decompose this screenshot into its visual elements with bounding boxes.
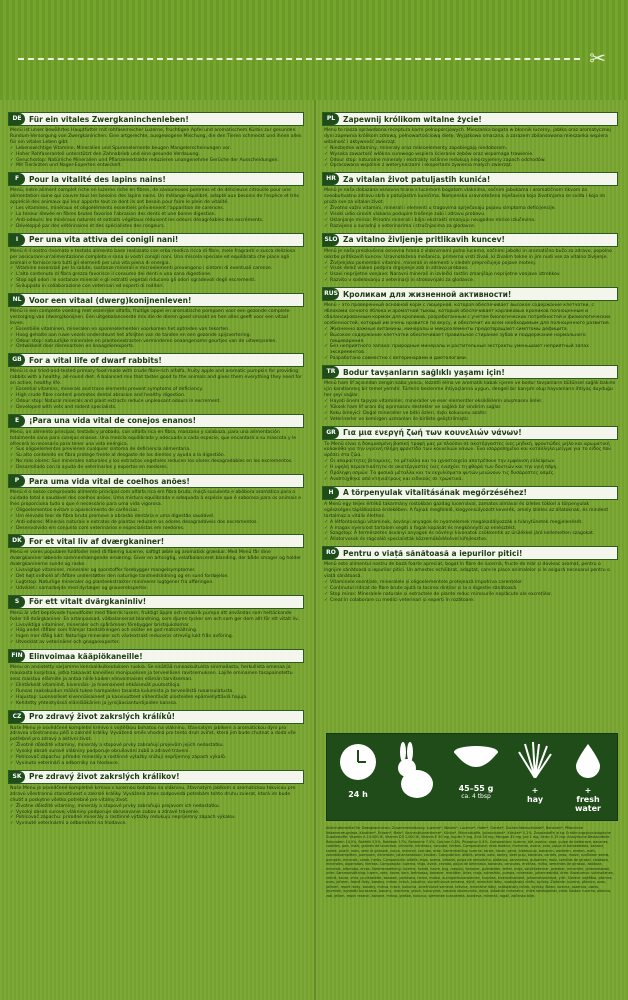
benefit-bullet: ✓ Pohlcovač zápachu: přírodní minerály a rostlinné výtažky snižují nepříjemný zápach výkalů. xyxy=(10,755,302,761)
benefit-bullet: ✓ Sus oligoelementos previenen cualquier síntoma de deficiencia alimentaria. xyxy=(10,447,302,453)
top-seal-band xyxy=(0,0,628,100)
hay-icon xyxy=(515,742,555,778)
language-code-badge: S xyxy=(9,596,25,608)
benefit-bullet: ✓ Жизненно важные витамины, минералы и микроэлементы предотвращают симптомы дефицита. xyxy=(324,327,616,333)
benefit-bullet: ✓ Kehitetty yhteistyössä eläinlääkärien ja jyrsijäasiantuntijoiden kanssa. xyxy=(10,701,302,707)
benefit-bullet: ✓ Desenvolvido em conjunto com veterinários e especialistas em roedores. xyxy=(10,526,302,532)
benefit-bullet: ✓ Conținutul ridicat de fibre brute ajută la tocirea dinților și la o digestie sănătoasă. xyxy=(324,586,616,592)
section-body xyxy=(8,186,304,229)
benefit-bullet: ✓ L'alto contenuto di fibra grezza favorisce il consumo dei denti e una sana digestione. xyxy=(10,272,302,278)
benefit-bullet: ✓ Životno važni vitamini, minerali i elementi u tragovima sprječavaju pojavu simptoma deficijencije. xyxy=(324,206,616,212)
section-title: Bodur tavşanların sağlıklı yaşamı için! xyxy=(343,367,505,377)
benefit-bullet: ✓ Szagstop: A természetes ásványi anyagok és növényi kivonatok csökkentik az ürülékkel járó kellemetlen szagokat. xyxy=(324,531,616,537)
section-body xyxy=(322,247,618,284)
section-body xyxy=(8,724,304,767)
language-code-badge: GB xyxy=(9,354,25,366)
section-header xyxy=(322,426,618,440)
section-title: Per una vita attiva dei conigli nani! xyxy=(29,235,179,245)
benefit-bullet: ✓ Yüksek ham lif oranı diş aşınmasını destekler ve sağlıklı bir sindirim sağlar. xyxy=(324,405,616,411)
benefit-bullet: ✓ Životne dôležité vitamíny, minerály a stopové prvky zabraňujú prejavom ich nedostatku. xyxy=(10,804,302,810)
benefit-bullet: ✓ Pohlcovač zápachu: prírodné minerály a rastlinné výťažky redukujú nepríjemný zápach výkalov. xyxy=(10,815,302,821)
section-header xyxy=(8,474,304,488)
section-body xyxy=(8,609,304,646)
benefit-bullet: ✓ Odour stop: Natural minerals and plant extracts reduce unpleasant odours in excrement. xyxy=(10,399,302,405)
benefit-bullet: ✓ Hoher Rohfaseranteil unterstützt den Zahnabrieb und eine gesunde Verdauung. xyxy=(10,152,302,158)
section-body xyxy=(8,126,304,169)
language-section xyxy=(8,474,304,531)
benefit-bullet: ✓ Hoog gehalte aan ruwe vezels ondersteunt het afslijten van de tanden en een gezonde spijsvertering. xyxy=(10,333,302,339)
section-body xyxy=(322,126,618,169)
section-title: Zapewnij królikom witalne życie! xyxy=(343,114,482,124)
language-section xyxy=(8,710,304,767)
section-header xyxy=(322,486,618,500)
benefit-bullet: ✓ Elintärkeät vitamiinit, kivennäis- ja hivenaineet ehkäisevät puutostiloja. xyxy=(10,683,302,689)
language-section xyxy=(8,534,304,591)
benefit-bullet: ✓ Oligoelementos evitam o aparecimento de carências. xyxy=(10,508,302,514)
rabbit-icon xyxy=(393,742,437,802)
benefit-bullet: ✓ Razvito v sodelovanju z veterinarji in strokovnjaki za glodavce. xyxy=(324,278,616,284)
right-text-column xyxy=(322,112,618,727)
feeding-amount-sub: ca. 4 tbsp xyxy=(461,793,491,800)
hay-label: hay xyxy=(526,795,544,804)
section-body xyxy=(322,440,618,483)
section-header xyxy=(8,353,304,367)
benefit-bullet: ✓ Stop miros: Mineralele naturale și extractele de plante reduc mirosurile neplăcute ale excrețiilor. xyxy=(324,592,616,598)
benefit-bullet: ✓ Stop agli odori: le sostanze minerali e gli estratti vegetali riducono gli odori sgradevoli degli escrementi. xyxy=(10,278,302,284)
language-section xyxy=(322,486,618,543)
section-header xyxy=(322,172,618,186)
section-header xyxy=(322,233,618,247)
section-text: Menu on ansiotetty sarjamme kenraalikulkeutuksen ruokia. Se sisältää runsaskuituista sinimailasta, herkullista omenaa ja maukasta kurpitsaa, jotka takaavat kaneillesi monipuolisen ja terveellisen ravitsemuksen. Lajille ominainen tasapainotettu seos maistuu eläimille ja antaa niille kaiken elinvoimaisen elämän tarvitseman. xyxy=(10,665,293,682)
benefit-bullet: ✓ Ingen mer dålig lukt: Naturliga mineraler och växtextrakt reducerar otrevlig lukt från avföring. xyxy=(10,634,302,640)
language-code-badge: SLO xyxy=(323,234,339,246)
scissors-icon: ✂ xyxy=(589,46,606,70)
benefit-bullet: ✓ Hög andel råfiber som främjar tandslitningen och sköter en god matsmältning. xyxy=(10,628,302,634)
section-text: Naše Menu je osvědčené kompletní krmivo s vojtěškou bohatou na vlákninu, šťavnatým jablkem a aromatickou dýní pro zdravou všestrannou péči o zakrslé králíky. Vyvážená směs vhodná pro tento druh zvířat, která jim bude chutnat a dodá vše potřebné pro zdravý a aktivní život. xyxy=(10,725,296,743)
language-section xyxy=(8,770,304,827)
section-header xyxy=(8,293,304,307)
language-section xyxy=(322,233,618,284)
benefit-bullet: ✓ Det højt indhold af råfibre understøtter den naturlige tandnedslidning og en sund fordøjelse. xyxy=(10,574,302,580)
water-recommendation xyxy=(563,742,613,812)
benefit-bullet: ✓ Niezbędne witaminy, minerały oraz mikroelementy zapobiegają niedoborom. xyxy=(324,146,616,152)
section-body xyxy=(8,367,304,410)
section-header xyxy=(8,649,304,663)
benefit-bullet: ✓ Mit Tierärzten und Nager-Experten entwickelt. xyxy=(10,163,302,169)
benefit-bullet: ✓ Runsas raakakuidun määrä tukee hampaiden tasaista kulumista ja terveellistä ruoansulatusta. xyxy=(10,689,302,695)
benefit-bullet: ✓ Opracowana wspólnie z weterynarzami i ekspertami żywienia małych zwierząt. xyxy=(324,163,616,169)
clock-icon xyxy=(338,742,378,782)
benefit-bullet: ✓ Usavi neprijetne vonjave: Naravni minerali in izvlečki rastlin zmanjšajo neprijetne vonjave iztrebkov. xyxy=(324,272,616,278)
section-body xyxy=(322,560,618,603)
language-section xyxy=(8,233,304,290)
section-title: Για μια ενεργή ζωή των κουνελιών νάνων! xyxy=(343,428,522,438)
section-text: Menü – это проверенный основной корм с люцерной, которая обеспечивает высокое содержание клетчатки, с яблоками сочного яблока и ароматной тыквы, который обеспечивает карликовых кроликов полноценным и сбалансированным кормом для кроликов, разработанным с учетом биологических потребностей и физиологических особенностей, который им очень нравится по вкусу, и обеспечит их всем необходимым для полноценного развития. xyxy=(324,303,611,326)
language-code-badge: DE xyxy=(9,113,25,125)
section-title: Für ein vitales Zwergkaninchenleben! xyxy=(29,114,189,124)
benefit-bullet: ✓ Vitaminele esențiale, mineralele și oligoelementele protejează împotriva carențelor. xyxy=(324,580,616,586)
benefit-bullet: ✓ Développé par des vétérinaires et des spécialistes des rongeurs. xyxy=(10,224,302,230)
language-section xyxy=(8,353,304,410)
section-body xyxy=(8,548,304,591)
section-header xyxy=(8,595,304,609)
section-title: Voor een vitaal (dwerg)konijnenleven! xyxy=(29,295,192,305)
section-header xyxy=(8,534,304,548)
section-header xyxy=(322,287,618,301)
benefit-bullet: ✓ Odour stop: natuurlijke mineralen en plantenextracten verminderen onaangename geurtjes van de uitwerpselen. xyxy=(10,339,302,345)
language-code-badge: H xyxy=(323,487,339,499)
rabbit-figure xyxy=(389,742,441,812)
section-title: Za vitalan život patuljastih kunića! xyxy=(343,174,491,184)
left-text-column xyxy=(8,112,304,992)
benefit-bullet: ✓ Sviluppato in collaborazione con veterinari ed esperti di roditori. xyxy=(10,284,302,290)
cut-line xyxy=(18,58,580,60)
section-header xyxy=(8,710,304,724)
language-section xyxy=(322,426,618,483)
center-seam xyxy=(314,100,316,1000)
language-code-badge: SK xyxy=(9,771,25,783)
section-title: Para uma vida vital de coelhos anões! xyxy=(29,476,190,486)
benefit-bullet: ✓ Životně důležité vitaminy, minerály a stopové prvky zabraňují projevům jejich nedostatku. xyxy=(10,743,302,749)
language-code-badge: RUS xyxy=(323,288,339,300)
section-text: Menü je naša dokazana osnovna hrana s lucernom bogatom vlaknima, sočnim jabukama i aromatičnom tikvom za sveobuhvatnu zdravu skrb o patuljastim kunićima. Namjenska uravnotežena mješavina koja životinjama se sviđa i koja im pruža sve za vitalan život. xyxy=(324,188,606,206)
section-text: Naše Menu je osvedčené kompletné krmivo s lucernou bohatou na vlákninu, šťavnatým jablkom a aromatickou tekvicou pre zdravú všestrannú starostlivosť o zakrslé králiky. Vyvážená zmes zodpovedá potrebám tohto druhu zvierat, ktorá im bude chutiť a poskytne všetko potrebné pre vitálny život. xyxy=(10,785,296,803)
section-body xyxy=(322,379,618,422)
language-section xyxy=(322,365,618,422)
language-section xyxy=(8,414,304,471)
benefit-bullet: ✓ Vysoký obsah surové vlákniny podporuje obrušování zubů a zdravé trávení. xyxy=(10,749,302,755)
section-title: Pre zdravý život zakrslých králikov! xyxy=(29,772,180,782)
water-drop-icon xyxy=(573,742,603,778)
benefit-bullet: ✓ Разработано совместно с ветеринарами и диетологами. xyxy=(324,356,616,362)
water-plus: + xyxy=(584,786,592,795)
language-code-badge: DK xyxy=(9,535,25,547)
feeding-instructions xyxy=(326,733,618,821)
benefit-bullet: ✓ Življenjsko pomembni vitamini, minerali in elementi v sledeh preprečujejo pojave motenj. xyxy=(324,261,616,267)
benefit-bullet: ✓ High crude fibre content promotes dental abrasion and healthy digestion. xyxy=(10,393,302,399)
benefit-bullet: ✓ Πρόληψη οσμών: Τα φυσικά μέταλλα και τα εκχυλίσματα φυτών μειώνουν τις δυσάρεστες οσμές. xyxy=(324,471,616,477)
section-text: Menü är vårt beprövade huvudfoder med fiberrik lusern, fruktigt äpple och smakrik pumpa att användas som heltäckande foder till dvärgkaniner. En artanpassad, välbalanserad blandning, som djuren tycker om och som ger dem allt för ett vitalt liv. xyxy=(10,610,299,622)
section-body xyxy=(8,428,304,471)
benefit-bullet: ✓ Vyvinuto veterináři a odborníky na hlodavce. xyxy=(10,761,302,767)
section-title: För ett vitalt dvärgkaninliv! xyxy=(29,597,147,607)
benefit-bullet: ✓ Udviklet i samarbejde med dyrlæger og gnavereksperter. xyxy=(10,586,302,592)
benefit-bullet: ✓ Lugtstop: Naturlige mineraler og planteekstrakter minimerer lugtgener fra afføringen. xyxy=(10,580,302,586)
section-header xyxy=(322,365,618,379)
feeding-time-label: 24 h xyxy=(348,790,368,799)
benefit-bullet: ✓ Vyvinuté veterinármi a odborníkmi na hlodavce. xyxy=(10,821,302,827)
language-section xyxy=(322,287,618,362)
language-section xyxy=(322,546,618,603)
benefit-bullet: ✓ Állatorvosok és rágcsáló specialisták közreműködésével kifejlesztve. xyxy=(324,537,616,543)
language-code-badge: E xyxy=(9,415,25,427)
benefit-bullet: ✓ Essentiële vitaminen, mineralen en sporenelementen voorkomen het optreden van tekorten. xyxy=(10,327,302,333)
benefit-bullet: ✓ Livsviktiga vitaminer, mineraler och spårämnen förebygger bristsjukdomar. xyxy=(10,623,302,629)
section-text: Menü er vores populære fuldfoder med rå fiberrig lucerne, saftigt æble og aromatisk græskar. Med Menü får dine dværgkaniner løbende sammenhængende ernæring. Giver en artsrigtig, velafbalanceret blanding, der både smager og holder dværgkaninerne sunde og raske. xyxy=(10,550,302,568)
benefit-bullet: ✓ Razvijeno u suradnji s veterinarima i stručnjacima za glodavce. xyxy=(324,224,616,230)
section-body xyxy=(8,247,304,290)
section-text: Το Menü είναι η δοκιμασμένη βασική τροφή μας με πλούσια σε ακατέργαστες ίνες μηδική, φρουτώδες μήλο και αρωματική κολοκύθα για την υγιεινή πλήρη φροντίδα των κουνελιών νάνων. Ένα ισορροπημένο και κατάλληλο μείγμα για το είδος που αρέσει στα ζώα. xyxy=(324,441,612,459)
section-header xyxy=(8,172,304,186)
section-text: Menü je naša preizkušena osnovna hrana z vlaknimami polno lucerno, sočnimi jabolki in aromatično bučo za zdravo, popolno oskrbo pritlikavih kuncev. Uravnotežena mešanica, primerna vrsti živali, ki živalim tekne in jim nudi vse za vitalno življenje. xyxy=(324,248,612,260)
language-code-badge: NL xyxy=(9,294,25,306)
section-text: Menü is een complete voeding met vezelrijke alfalfa, fruitige appel en aromatische pompoen voor een gezonde complete verzorging van (dwerg)konijnen. Een uitgebalanceerde mix die de dieren goed smaakt en hen alles geeft voor een vitaal leven. xyxy=(10,309,290,326)
feeding-amount-label: 45–55 g xyxy=(458,784,494,793)
section-header xyxy=(8,112,304,126)
section-body xyxy=(322,186,618,229)
language-code-badge: FIN xyxy=(9,650,25,662)
section-header xyxy=(322,546,618,560)
section-body xyxy=(322,301,618,362)
section-text: Menü is our tried-and-tested primary food made with crude fibre-rich alfalfa, fruity apple and aromatic pumpkin for providing rabbits with a healthy, all-round diet. A balanced mix that tastes good to the animals and gives them everything they need for an active, healthy life. xyxy=(10,369,302,387)
section-text: Menü este alimentul nostru de bază foarte apreciat, bogat în fibre de lucernă, fructe de măr și dovleac aromat, pentru o îngrijire sănătoasă a iepurilor pitici. Un amestec echilibrat, adaptat, care le place animalelor și le asigură necesarul pentru o viață sănătoasă. xyxy=(324,562,610,580)
benefit-bullet: ✓ Uklanjanje mirisa: Prirodni minerali i biljni ekstrakti smanjuju neugodne mirise izlučevina. xyxy=(324,218,616,224)
language-code-badge: F xyxy=(9,173,25,185)
feeding-amount xyxy=(447,742,505,812)
section-body xyxy=(8,784,304,827)
hay-recommendation xyxy=(511,742,559,812)
section-title: For et vital liv af dværgkaniner! xyxy=(29,536,165,546)
benefit-bullet: ✓ Ontwikkeld door dierenartsen en knaagdierexperts. xyxy=(10,344,302,350)
section-header xyxy=(8,770,304,784)
benefit-bullet: ✓ Essential vitamins, minerals and trace elements prevent symptoms of deficiency. xyxy=(10,387,302,393)
benefit-bullet: ✓ Les vitamines, minéraux et oligoéléments essentiels préviennent l'apparition de carences. xyxy=(10,206,302,212)
benefit-bullet: ✓ La teneur élevée en fibres brutes favorise l'abrasion des dents et une bonne digestion. xyxy=(10,212,302,218)
section-text: A Menü egy teljes értékű takarmány rostokban gazdag lucernával, zamatos almával és ízletes tökkel a törpenyulak egészséges táplálkozása érdekében. A fajnak megfelelő, kiegyensúlyozott keverék, amely ízletes az állatoknak, és mindent tartalmaz a vitális élethez. xyxy=(324,501,609,519)
language-code-badge: I xyxy=(9,234,25,246)
language-section xyxy=(8,595,304,646)
section-text: Menü ist unser bewährtes Hauptfutter mit rohfaserreicher Luzerne, fruchtigen Apfel und aromatischem Kürbis zur gesunden Rundum-Versorgung von Zwergkaninchen. Eine artgerechte, ausgewogene Mischung, die den Tieren schmeckt und ihnen alles für ein vitales Leben gibt. xyxy=(10,128,302,145)
benefit-bullet: ✓ Veterinerler ve kemirgen uzmanları ile birlikte geliştirilmiştir. xyxy=(324,417,616,423)
section-title: A törpenyulak vitalitásának megőrzéséhez! xyxy=(343,488,527,498)
benefit-bullet: ✓ Hajustop: Luonnolliset kivennäisaineet ja kasviuutteet vähentävät ulosteiden epämiellyttäviä hajuja. xyxy=(10,695,302,701)
benefit-bullet: ✓ Utvecklat av veterinärer och gnagarexperter. xyxy=(10,640,302,646)
section-title: Elinvoimaa kääpiökaneille! xyxy=(29,651,143,661)
composition-text: Alleinfuttermittel für Zwergkaninchen. Zusammensetzung: Luzerne*, Weizen*, Luzerne*, Hafer*, Gerste*, Zuckerrübenschnitzel*, Bananen*, Pflanzliche Nebenerzeugnisse, Karotten*, Erbsen*, Mais*, Sonnenblumenkerne*, Kürbis*, Mineralstoffe, Johannisbrot*, Kräuter* 0,1%. Zusatzstoffe je kg: Ernährungsphysiologische Zusatzstoffe: Vitamin A 10.000 IE, Vitamin D3 1.000 IE, Vitamin E 50 mg, Kupfer 5 mg, Zink 50 mg, Mangan 45 mg, Jod 1 mg, Selen 0,15 mg. Analytische Bestandteile: Rohprotein 14,5%, Rohfett 3,5%, Rohfaser 17%, Rohasche 7,5%, Calcium 0,8%, Phosphor 0,4%. Composition: luzerne, blé, avoine, orge, pulpe de betterave, bananes, carottes, pois, maïs, graines de tournesol, citrouille, minéraux, caroube, herbes. Composizione: erba medica, frumento, avena, orzo, polpa di barbabietola, banane, carote, piselli, mais, semi di girasole, zucca, minerali, carrube, erbe. Samenstelling: luzerne, tarwe, haver, gerst, bietenpulp, bananen, wortelen, erwten, maïs, zonnebloempitten, pompoen, mineralen, johannesbrood, kruiden. Composition: alfalfa, wheat, oats, barley, beet pulp, bananas, carrots, peas, maize, sunflower seeds, pumpkin, minerals, carob, herbs. Composición: alfalfa, trigo, avena, cebada, pulpa de remolacha, plátanos, zanahorias, guisantes, maíz, semillas de girasol, calabaza, minerales, algarrobas, hierbas. Composição: luzerna, trigo, aveia, cevada, polpa de beterraba, bananas, cenouras, ervilhas, milho, sementes de girassol, abóbora, minerais, alfarroba, ervas. Sammensætning: lucerne, hvede, havre, byg, roepulp, bananer, gulerødder, ærter, majs, solsikkekerner, græskar, mineraler, johannesbrød, urter. Sammansättning: lusern, vete, havre, korn, betmassa, bananer, morötter, ärter, majs, solrosfrön, pumpa, mineraler, johannesbröd, örter. Koostumus: sinimailanen, vehnä, kaura, ohra, juurikasleike, banaani, porkkana, herne, maissi, auringonkukansiemen, kurpitsa, kivennäisaineet, johanneksenleipä, yrtit. Složení: vojtěška, pšenice, oves, ječmen, řepné řízky, banány, mrkev, hrách, kukuřice, slunečnicová semena, dýně, minerální látky, svatojánský chléb, bylinky. Zloženie: lucerna, pšenica, ovos, jačmeň, repné rezky, banány, mrkva, hrach, kukurica, slnečnicové semená, tekvica, minerálne látky, svätojánsky chlieb, bylinky. Skład: lucerna, pszenica, owies, jęczmień, wysłodki buraczane, banany, marchew, groch, kukurydza, nasiona słonecznika, dynia, składniki mineralne, chleb świętojański, zioła. Sastav: lucerna, pšenica, zob, ječam, repini rezanci, banane, mrkva, grašak, kukuruz, sjemenke suncokreta, bundeva, minerali, rogač, začinsko bilje. xyxy=(326,826,614,898)
language-section xyxy=(8,172,304,229)
section-title: For a vital life of dwarf rabbits! xyxy=(29,355,162,365)
benefit-bullet: ✓ Desarrollado con la ayuda de veterinarios y expertos en roedores. xyxy=(10,465,302,471)
section-body xyxy=(8,488,304,531)
language-section xyxy=(322,172,618,229)
benefit-bullet: ✓ Visok delež vlaken podpira drgnjenje zob in zdravo prebavo. xyxy=(324,266,616,272)
language-code-badge: P xyxy=(9,475,25,487)
language-code-badge: RO xyxy=(323,547,339,559)
section-title: Pour la vitalité des lapins nains! xyxy=(29,174,166,184)
language-code-badge: PL xyxy=(323,113,339,125)
benefit-bullet: ✓ Hayati önem taşıyan vitaminler, mineraller ve eser elementler eksikliklerin oluşmasını önler. xyxy=(324,399,616,405)
benefit-bullet: ✓ Vitamine essenziali per la salute, sostanze minerali e microelementi prevengono i sintomi di eventuali carenze. xyxy=(10,266,302,272)
benefit-bullet: ✓ Αναπτύχθηκε από κτηνιάτρους και ειδικούς σε τρωκτικά. xyxy=(324,477,616,483)
section-text: Menü ham lif açısından zengin kaba yonca, lezzetli elma ve aromatik kabak içeren ve bodur tavşanların bütünsel sağlık bakımı için kanıtlanmış bir temel yemdir. Türlerin beslenme ihtiyaçlarına uygun, dengeli bir karışım olup hayvanların ihtiyaç duyduğu her şeyi sağlar. xyxy=(324,381,616,398)
benefit-bullet: ✓ Developed with vets and rodent specialists. xyxy=(10,405,302,411)
benefit-bullet: ✓ Vysoký obsah surovej vlákniny podporuje obrusovanie zubov a zdravé trávenie. xyxy=(10,810,302,816)
section-header xyxy=(8,233,304,247)
benefit-bullet: ✓ Creat în colaborare cu medici veterinari și experți în rozătoare. xyxy=(324,598,616,604)
language-section xyxy=(8,649,304,706)
language-section xyxy=(8,293,304,350)
section-title: Pro zdravý život zakrslých králíků! xyxy=(29,712,176,722)
section-text: Menü é o nosso comprovado alimento principal com alfalfa rica em fibra bruta, maçã suculenta e abóbora aromática para o cuidado total e saudável dos coelhos anões. Uma mistura equilibrada e adequada à espécie que é saborosa para os animais e lhes proporciona tudo o que é necessário para uma vida vigorosa. xyxy=(10,490,302,507)
language-section xyxy=(8,112,304,169)
water-label: fresh water xyxy=(575,795,601,813)
bowl-icon xyxy=(451,742,501,776)
benefit-bullet: ✓ Anti-odores: Minerais naturais e extratos de plantas reduzem os odores desagradáveis dos excrementos. xyxy=(10,520,302,526)
language-code-badge: HR xyxy=(323,173,339,185)
section-text: Menü è il nostro rinomato e testato alimento base realizzato con erba medica ricca di fibre, mele fragranti e zucca deliziosa per assicurare un'alimentazione completa e sana ai vostri conigli nani. Una miscela speciale ed equilibrata che piace agli animali e fornisce loro tutti gli elementi per una vita piena di energia. xyxy=(10,248,295,266)
section-body xyxy=(8,307,304,350)
section-text: Menü, un alimento principal, testado y probado, con alfalfa rica en fibra, manzana y calabaza, para una alimentación totalmente sana para conejos enanos. Una mezcla equilibrada y adecuada a cada especie, que encantará a su mascota y le ofrecerá lo necesario para tener una vida enérgica. xyxy=(10,429,297,447)
section-title: Кроликам для жизненной активности! xyxy=(343,289,512,299)
benefit-bullet: ✓ Без неприятного запаха: природные минералы и растительные экстракты уменьшают неприятный запах экскрементов. xyxy=(324,344,616,356)
benefit-bullet: ✓ Anti-odeurs: les minéraux naturels et extraits végétaux réduisent les odeurs désagréables des excréments. xyxy=(10,218,302,224)
language-code-badge: TR xyxy=(323,366,339,378)
section-title: Za vitalno življenje pritlikavih kuncev! xyxy=(343,235,505,245)
section-title: ¡Para una vida vital de conejos enanos! xyxy=(29,416,197,426)
section-body xyxy=(8,663,304,706)
benefit-bullet: ✓ Wysoka zawartość włókna surowego wspiera ścieranie zębów oraz wspomaga trawienie. xyxy=(324,152,616,158)
benefit-bullet: ✓ Высокое содержание клетчатки обеспечивает правильное стирание зубов и поддержание нормального пищеварения. xyxy=(324,333,616,345)
hay-plus: + xyxy=(531,786,539,795)
benefit-bullet: ✓ Lebenswichtige Vitamine, Mineralien und Spurenelemente beugen Mangelerscheinungen vor. xyxy=(10,146,302,152)
benefit-bullet: ✓ Οι απαραίτητες βιταμίνες, τα μέταλλα και τα ιχνοστοιχεία αποτρέπουν την εμφάνιση ελλείψεων. xyxy=(324,459,616,465)
section-text: Menü, notre aliment complet riche en luzerne riche en fibres, de savoureuses pommes et de délicieuse citrouille pour une alimentation saine qui couvre tous les besoins des lapins nains. Un mélange équilibré, adapté aux besoins de l'espèce et très apprécié des animaux qui leur apporte tout ce dont ils ont besoin pour faire le plein de vitalité. xyxy=(10,188,299,206)
section-header xyxy=(8,414,304,428)
language-section xyxy=(322,112,618,169)
benefit-bullet: ✓ Um elevado teor de fibra bruta promove a abrasão dentária e uma digestão saudável. xyxy=(10,514,302,520)
section-header xyxy=(322,112,618,126)
section-title: Pentru o viață sănătoasă a iepurilor pitici! xyxy=(343,548,523,558)
benefit-bullet: ✓ A magas nyersrost tartalom segíti a fogak kopását és megkönnyíti az emésztést. xyxy=(324,526,616,532)
benefit-bullet: ✓ A létfontosságú vitaminok, ásványi anyagok és nyomelemek megakadályozzák a hiánytünetek megjelenését. xyxy=(324,520,616,526)
benefit-bullet: ✓ Odour stop: naturalne minerały i ekstrakty roślinne redukują nieprzyjemny zapach odchodów. xyxy=(324,158,616,164)
section-body xyxy=(322,500,618,543)
benefit-bullet: ✓ Livsvigtige vitaminer, mineraler og sporstoffer forebygger mangelsymptomer. xyxy=(10,568,302,574)
benefit-bullet: ✓ Koku önleyici: Doğal mineraller ve bitki özleri, dışkı kokusunu azaltır. xyxy=(324,411,616,417)
section-text: Menu to nasza sprawdzona receptura karm pełnoporcjowych. Mieszanka bogata w błonnik lucerny, jabłka oraz aromatycznej dyni zapewnia królikom zdrową, pełnowartościową dietę. Wyjątkowo smaczna, a zarazem zbilansowana mieszanka wspiera witalność i aktywność zwierząt. xyxy=(324,128,611,145)
feeding-time xyxy=(333,742,383,812)
benefit-bullet: ✓ Su alto contenido en fibra protege frente al desgaste de los dientes y ayuda a la digestión. xyxy=(10,453,302,459)
language-code-badge: GR xyxy=(323,427,339,439)
benefit-bullet: ✓ Η υψηλή περιεκτικότητα σε ακατέργαστες ίνες ενισχύει τη φθορά των δοντιών και την υγιή πέψη. xyxy=(324,465,616,471)
benefit-bullet: ✓ No más olores: Sus minerales naturales y los extractos vegetales reducen los olores desagradables en los excrementos. xyxy=(10,459,302,465)
benefit-bullet: ✓ Visoki udio sirovih vlakana podupire trošenje zubi i zdravu probavu. xyxy=(324,212,616,218)
language-code-badge: CZ xyxy=(9,711,25,723)
benefit-bullet: ✓ Geruchsstop: Natürliche Mineralien und Pflanzenextrakte reduzieren unangenehme Gerüche der Ausscheidungen. xyxy=(10,158,302,164)
